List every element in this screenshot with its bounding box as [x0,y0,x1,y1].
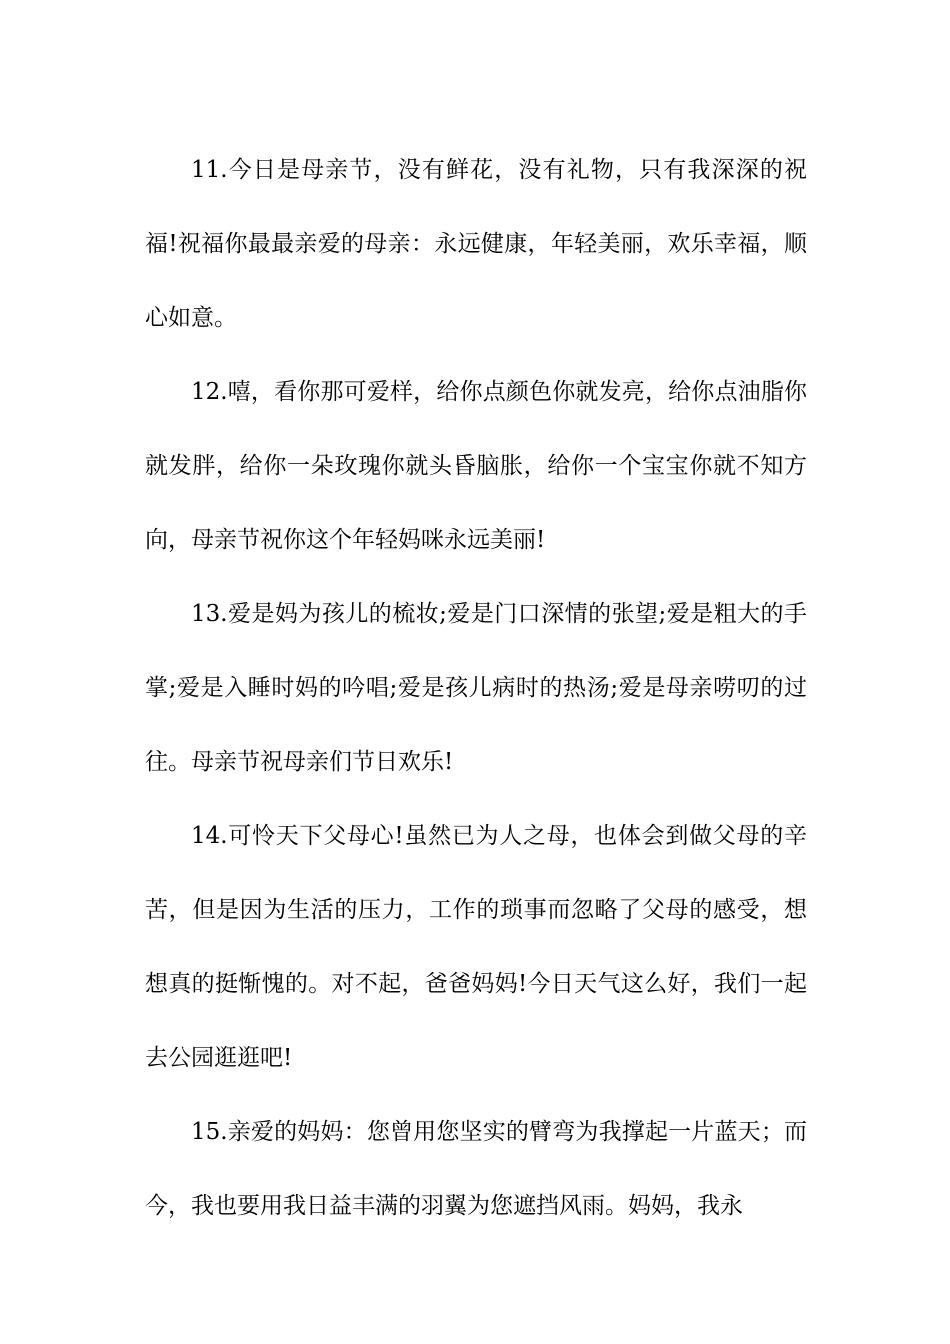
document-body [145,133,807,1243]
paragraph-13: 13.爱是妈为孩儿的梳妆;爱是门口深情的张望;爱是粗大的手掌;爱是入睡时妈的吟唱;爱是孩儿病时的热汤;爱是母亲唠叨的过往。母亲节祝母亲们节日欢乐! [145,601,807,775]
paragraph-14: 14.可怜天下父母心!虽然已为人之母，也体会到做父母的辛苦，但是因为生活的压力，工作的琐事而忽略了父母的感受，想想真的挺惭愧的。对不起，爸爸妈妈!今日天气这么好，我们一起去公园逛逛吧! [145,823,807,1071]
paragraph-15: 15.亲爱的妈妈：您曾用您坚实的臂弯为我撑起一片蓝天；而今，我也要用我日益丰满的羽翼为您遮挡风雨。妈妈，我永 [145,1119,807,1219]
paragraph-11: 11.今日是母亲节，没有鲜花，没有礼物，只有我深深的祝福!祝福你最最亲爱的母亲：永远健康，年轻美丽，欢乐幸福，顺心如意。 [145,157,807,331]
paragraph-12: 12.嘻，看你那可爱样，给你点颜色你就发亮，给你点油脂你就发胖，给你一朵玫瑰你就头昏脑胀，给你一个宝宝你就不知方向，母亲节祝你这个年轻妈咪永远美丽! [145,379,807,553]
